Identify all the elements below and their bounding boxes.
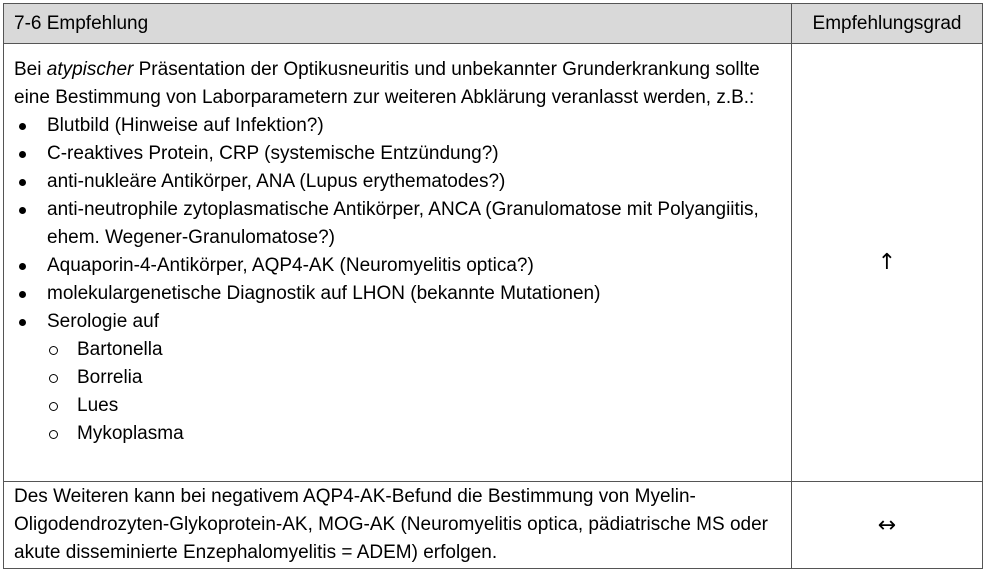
recommendation-2-grade-cell bbox=[792, 482, 982, 568]
intro-emphasis: atypischer bbox=[46, 59, 134, 80]
arrow-up-icon: ↑ bbox=[877, 250, 897, 275]
list-item-text: Aquaporin-4-Antikörper, AQP4-AK (Neuromyelitis optica?) bbox=[47, 255, 534, 276]
list-item-text: anti-nukleäre Antikörper, ANA (Lupus erythematodes?) bbox=[47, 171, 506, 192]
sub-list-item-text: Borrelia bbox=[77, 367, 143, 388]
sub-list-item-text: Mykoplasma bbox=[77, 423, 184, 444]
circle-bullet-icon bbox=[49, 374, 58, 383]
header-title: 7-6 Empfehlung bbox=[4, 4, 792, 43]
recommendation-2-text-cell bbox=[4, 482, 792, 568]
list-item bbox=[14, 168, 781, 196]
list-item-text: molekulargenetische Diagnostik auf LHON (bekannte Mutationen) bbox=[47, 283, 601, 304]
sub-list-item bbox=[47, 336, 781, 364]
table-header-row bbox=[4, 4, 982, 44]
list-item-text: anti-neutrophile zytoplasmatische Antikörper, ANCA (Granulomatose mit Polyangiitis, ehem. Wegener-Granulomatose?) bbox=[47, 199, 759, 248]
bullet-icon bbox=[19, 207, 26, 214]
bullet-icon bbox=[19, 291, 26, 298]
sub-list-item-text: Bartonella bbox=[77, 339, 163, 360]
circle-bullet-icon bbox=[49, 430, 58, 439]
sub-list-item-text: Lues bbox=[77, 395, 119, 416]
sub-list-item bbox=[47, 364, 781, 392]
recommendation-1-intro bbox=[14, 56, 781, 112]
list-item-text: Blutbild (Hinweise auf Infektion?) bbox=[47, 115, 324, 136]
sub-list-item bbox=[47, 392, 781, 420]
list-item bbox=[14, 280, 781, 308]
recommendation-row-2 bbox=[4, 482, 982, 568]
recommendation-row-1 bbox=[4, 44, 982, 482]
list-item bbox=[14, 308, 781, 448]
list-item-text: C-reaktives Protein, CRP (systemische Entzündung?) bbox=[47, 143, 499, 164]
bullet-icon bbox=[19, 123, 26, 130]
bullet-icon bbox=[19, 263, 26, 270]
sub-list-item bbox=[47, 420, 781, 448]
bullet-icon bbox=[19, 319, 26, 326]
circle-bullet-icon bbox=[49, 346, 58, 355]
list-item bbox=[14, 252, 781, 280]
list-item-text: Serologie auf bbox=[47, 311, 159, 332]
arrow-left-right-icon: ↔ bbox=[877, 512, 897, 538]
header-grade-label: Empfehlungsgrad bbox=[812, 12, 962, 34]
recommendation-2-text: Des Weiteren kann bei negativem AQP4-AK-Befund die Bestimmung von Myelin-Oligodendrozyten-Glykoprotein-AK, MOG-AK (Neuromyelitis optica, pädiatrische MS oder akute disseminierte Enzephalomyelitis = ADEM) erfolgen. bbox=[14, 486, 768, 563]
list-item bbox=[14, 196, 781, 252]
recommendation-1-text-cell bbox=[4, 44, 792, 481]
bullet-icon bbox=[19, 151, 26, 158]
intro-pre: Bei bbox=[14, 59, 47, 80]
bullet-icon bbox=[19, 179, 26, 186]
recommendation-1-grade-cell bbox=[792, 44, 982, 481]
intro-post: Präsentation der Optikusneuritis und unbekannter Grunderkrankung sollte eine Bestimmung von Laborparametern zur weiteren Abklärung veranlasst werden, z.B.: bbox=[14, 59, 760, 108]
recommendation-table bbox=[3, 3, 983, 569]
list-item bbox=[14, 112, 781, 140]
serology-sublist bbox=[47, 336, 781, 448]
lab-parameter-list bbox=[14, 112, 781, 448]
list-item bbox=[14, 140, 781, 168]
circle-bullet-icon bbox=[49, 402, 58, 411]
